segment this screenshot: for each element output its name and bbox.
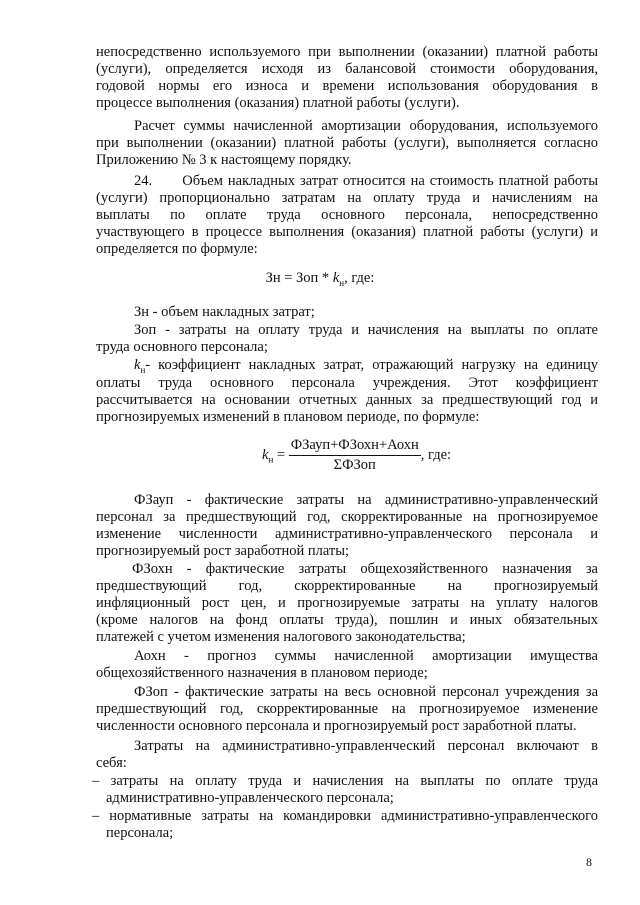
fraction-denominator: ΣФЗоп bbox=[333, 457, 376, 473]
text-line: (кроме налогов на фонд оплаты труда), пошлин и иных обязательных bbox=[96, 612, 598, 628]
text-line: непосредственно используемого при выполнении (оказании) платной работы bbox=[96, 44, 598, 60]
formula-lhs: Зн = Зоп * bbox=[265, 270, 333, 286]
text-line: прогнозируемый рост заработной платы; bbox=[96, 543, 349, 559]
text-line: численности основного персонала и прогнозируемый рост заработной платы. bbox=[96, 718, 577, 734]
text-line: себя: bbox=[96, 755, 127, 771]
text-line: общехозяйственного назначения в плановом периоде; bbox=[96, 665, 428, 681]
fraction bbox=[289, 437, 421, 474]
bullet-item-continuation: персонала; bbox=[106, 825, 174, 841]
text-line: прогнозируемых изменений в плановом периоде, по формуле: bbox=[96, 409, 480, 425]
text-line: инфляционный рост цен, и прогнозируемые затраты на уплату налогов bbox=[96, 595, 598, 611]
text-line: труда основного персонала; bbox=[96, 339, 268, 355]
formula2-k: k bbox=[262, 446, 269, 463]
text-line: ФЗауп - фактические затраты на административно-управленческий bbox=[134, 492, 598, 508]
coefficient-formula bbox=[262, 437, 451, 474]
text-line: (услуги), определяется исходя из балансовой стоимости оборудования, bbox=[96, 61, 598, 77]
text-line: Зн - объем накладных затрат; bbox=[134, 304, 315, 320]
text-line: изменение численности административно-управленческого персонала и bbox=[96, 526, 598, 542]
text-line: процессе выполнения (оказания) платной работы (услуги). bbox=[96, 95, 460, 111]
text-line: ФЗохн - фактические затраты общехозяйственного назначения за bbox=[132, 561, 598, 577]
bullet-item-continuation: административно-управленческого персонала; bbox=[106, 790, 394, 806]
text-line: Расчет суммы начисленной амортизации оборудования, используемого bbox=[134, 118, 598, 134]
text-line: предшествующий год, скорректированные на прогнозируемый bbox=[96, 578, 598, 594]
formula2-k-sub: н bbox=[268, 454, 274, 465]
text-line: Затраты на административно-управленческий персонал включают в bbox=[134, 738, 598, 754]
text-line: предшествующий год, скорректированные на прогнозируемое изменение bbox=[96, 701, 598, 717]
text-line: (услуги) пропорционально затратам на оплату труда и начислениям на bbox=[96, 190, 598, 206]
coef-k: k bbox=[134, 357, 141, 373]
text-line: Аохн - прогноз суммы начисленной амортизации имущества bbox=[134, 648, 598, 664]
coef-k-sub: н bbox=[140, 364, 146, 375]
fraction-numerator: ФЗауп+ФЗохн+Аохн bbox=[289, 437, 421, 456]
bullet-item: – затраты на оплату труда и начисления на выплаты по оплате труда bbox=[92, 773, 598, 789]
formula-k: k bbox=[332, 270, 340, 286]
text-line: ФЗоп - фактические затраты на весь основной персонал учреждения за bbox=[134, 684, 598, 700]
text-line: платежей с учетом изменения налогового законодательства; bbox=[96, 629, 466, 645]
text-line: персонал за предшествующий год, скорректированные на прогнозируемое bbox=[96, 509, 598, 525]
coef-text: - коэффициент накладных затрат, отражающий нагрузку на единицу bbox=[145, 357, 598, 373]
formula2-tail: , где: bbox=[420, 446, 452, 463]
formula-k-sub: н bbox=[339, 277, 345, 288]
text-line: годовой нормы его износа и времени использования оборудования в bbox=[96, 78, 598, 94]
text-line: оплаты труда основного персонала учреждения. Этот коэффициент bbox=[96, 375, 598, 391]
text-line: Зоп - затраты на оплату труда и начисления на выплаты по оплате bbox=[134, 322, 598, 338]
page-number: 8 bbox=[586, 855, 592, 869]
overhead-formula bbox=[0, 270, 640, 292]
text-line: рассчитывается на основании отчетных данных за предшествующий год и bbox=[96, 392, 598, 408]
formula2-eq: = bbox=[273, 446, 289, 463]
text-line: выплаты по оплате труда основного персонала, непосредственно bbox=[96, 207, 598, 223]
text-line: Приложению № 3 к настоящему порядку. bbox=[96, 152, 352, 168]
bullet-item: – нормативные затраты на командировки административно-управленческого bbox=[92, 808, 598, 824]
section-24-heading-line: 24. Объем накладных затрат относится на стоимость платной работы bbox=[134, 173, 598, 189]
formula-rhs: , где: bbox=[344, 270, 375, 286]
text-line: при выполнении (оказании) платной работы (услуги), выполняется согласно bbox=[96, 135, 598, 151]
text-line: участвующего в процессе выполнения (оказания) платной работы (услуги) и bbox=[96, 224, 598, 240]
text-line: определяется по формуле: bbox=[96, 241, 258, 257]
